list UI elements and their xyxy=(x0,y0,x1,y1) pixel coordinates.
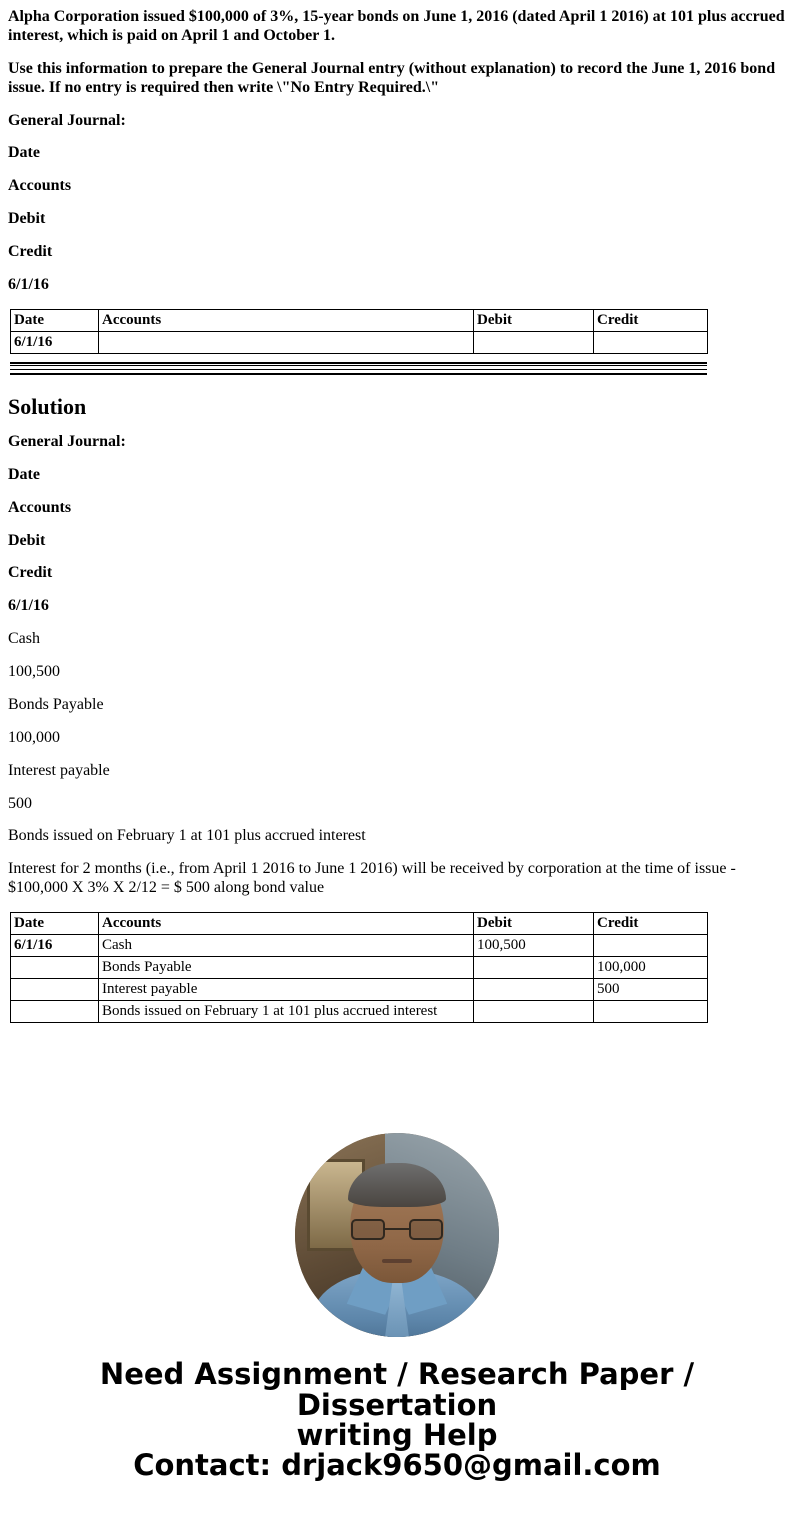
table-row xyxy=(11,957,708,979)
cell-date xyxy=(11,1001,99,1023)
solution-label-debit: Debit xyxy=(8,531,46,549)
lens-left xyxy=(351,1219,385,1240)
promo-line-2: writing Help xyxy=(296,1417,498,1452)
solution-label-credit: Credit xyxy=(8,564,53,582)
solution-entry-date: 6/1/16 xyxy=(8,597,49,615)
solution-entry-cash: Cash xyxy=(8,630,40,648)
cell-credit: 100,000 xyxy=(594,957,708,979)
glasses-icon xyxy=(351,1219,443,1241)
solution-label-accounts: Accounts xyxy=(8,498,72,516)
cell-accounts: Interest payable xyxy=(99,979,474,1001)
column-header-date: Date xyxy=(11,309,99,331)
column-header-debit: Debit xyxy=(474,309,594,331)
cell-debit: 100,500 xyxy=(474,935,594,957)
cell-debit xyxy=(474,1001,594,1023)
solution-entry-interest-payable-amount: 500 xyxy=(8,794,32,812)
column-header-date: Date xyxy=(11,913,99,935)
cell-debit xyxy=(474,957,594,979)
solution-explanation: Interest for 2 months (i.e., from April 1 2016 to June 1 2016) will be received by corporation at the time of issue - $100,000 X 3% X 2/12 = $ 500 along bond value xyxy=(8,860,736,897)
problem-statement: Alpha Corporation issued $100,000 of 3%, 15-year bonds on June 1, 2016 (dated April 1 2016) at 101 plus accrued interest, which is paid on April 1 and October 1. xyxy=(8,8,785,44)
table-row xyxy=(11,979,708,1001)
column-header-credit: Credit xyxy=(594,913,708,935)
promo-text xyxy=(8,1359,786,1481)
glasses-bridge xyxy=(385,1228,409,1230)
solution-journal-table xyxy=(10,912,708,1023)
solution-heading: Solution xyxy=(8,393,87,419)
cell-date: 6/1/16 xyxy=(11,935,99,957)
general-journal-label: General Journal: xyxy=(8,111,126,129)
label-credit: Credit xyxy=(8,243,53,260)
table-row xyxy=(11,1001,708,1023)
lens-right xyxy=(409,1219,443,1240)
solution-entry-interest-payable: Interest payable xyxy=(8,761,110,779)
instruction-text: Use this information to prepare the General Journal entry (without explanation) to record the June 1, 2016 bond issue. If no entry is required then write \"No Entry Required.\" xyxy=(8,59,776,96)
cell-date xyxy=(11,979,99,1001)
column-header-accounts: Accounts xyxy=(99,913,474,935)
cell-date: 6/1/16 xyxy=(11,331,99,353)
column-header-credit: Credit xyxy=(594,309,708,331)
cell-accounts: Bonds issued on February 1 at 101 plus accrued interest xyxy=(99,1001,474,1023)
mouth xyxy=(382,1259,412,1263)
question-date-value: 6/1/16 xyxy=(8,275,49,293)
column-header-debit: Debit xyxy=(474,913,594,935)
table-header-row xyxy=(11,309,708,331)
cell-accounts: Bonds Payable xyxy=(99,957,474,979)
blank-journal-table xyxy=(10,309,708,354)
cell-credit xyxy=(594,1001,708,1023)
solution-entry-cash-amount: 100,500 xyxy=(8,663,60,681)
cell-debit xyxy=(474,979,594,1001)
promo-line-3: Contact: drjack9650@gmail.com xyxy=(133,1448,661,1483)
solution-entry-bonds-payable-amount: 100,000 xyxy=(8,728,60,746)
table-header-row xyxy=(11,913,708,935)
cell-debit xyxy=(474,331,594,353)
solution-entry-memo: Bonds issued on February 1 at 101 plus accrued interest xyxy=(8,827,366,845)
cell-credit xyxy=(594,331,708,353)
cell-date xyxy=(11,957,99,979)
column-header-accounts: Accounts xyxy=(99,309,474,331)
solution-general-journal-label: General Journal: xyxy=(8,432,126,450)
solution-entry-bonds-payable: Bonds Payable xyxy=(8,695,104,713)
avatar xyxy=(295,1133,499,1337)
label-date: Date xyxy=(8,144,40,162)
table-row xyxy=(11,331,708,353)
table-row xyxy=(11,935,708,957)
cell-accounts: Cash xyxy=(99,935,474,957)
solution-label-date: Date xyxy=(8,465,40,483)
promo-line-1: Need Assignment / Research Paper / Dissertation xyxy=(99,1357,695,1422)
promo-section xyxy=(8,1133,786,1481)
label-debit: Debit xyxy=(8,210,46,228)
cell-accounts xyxy=(99,331,474,353)
table-bottom-rule xyxy=(10,362,707,375)
cell-credit xyxy=(594,935,708,957)
label-accounts: Accounts xyxy=(8,177,72,195)
cell-credit: 500 xyxy=(594,979,708,1001)
